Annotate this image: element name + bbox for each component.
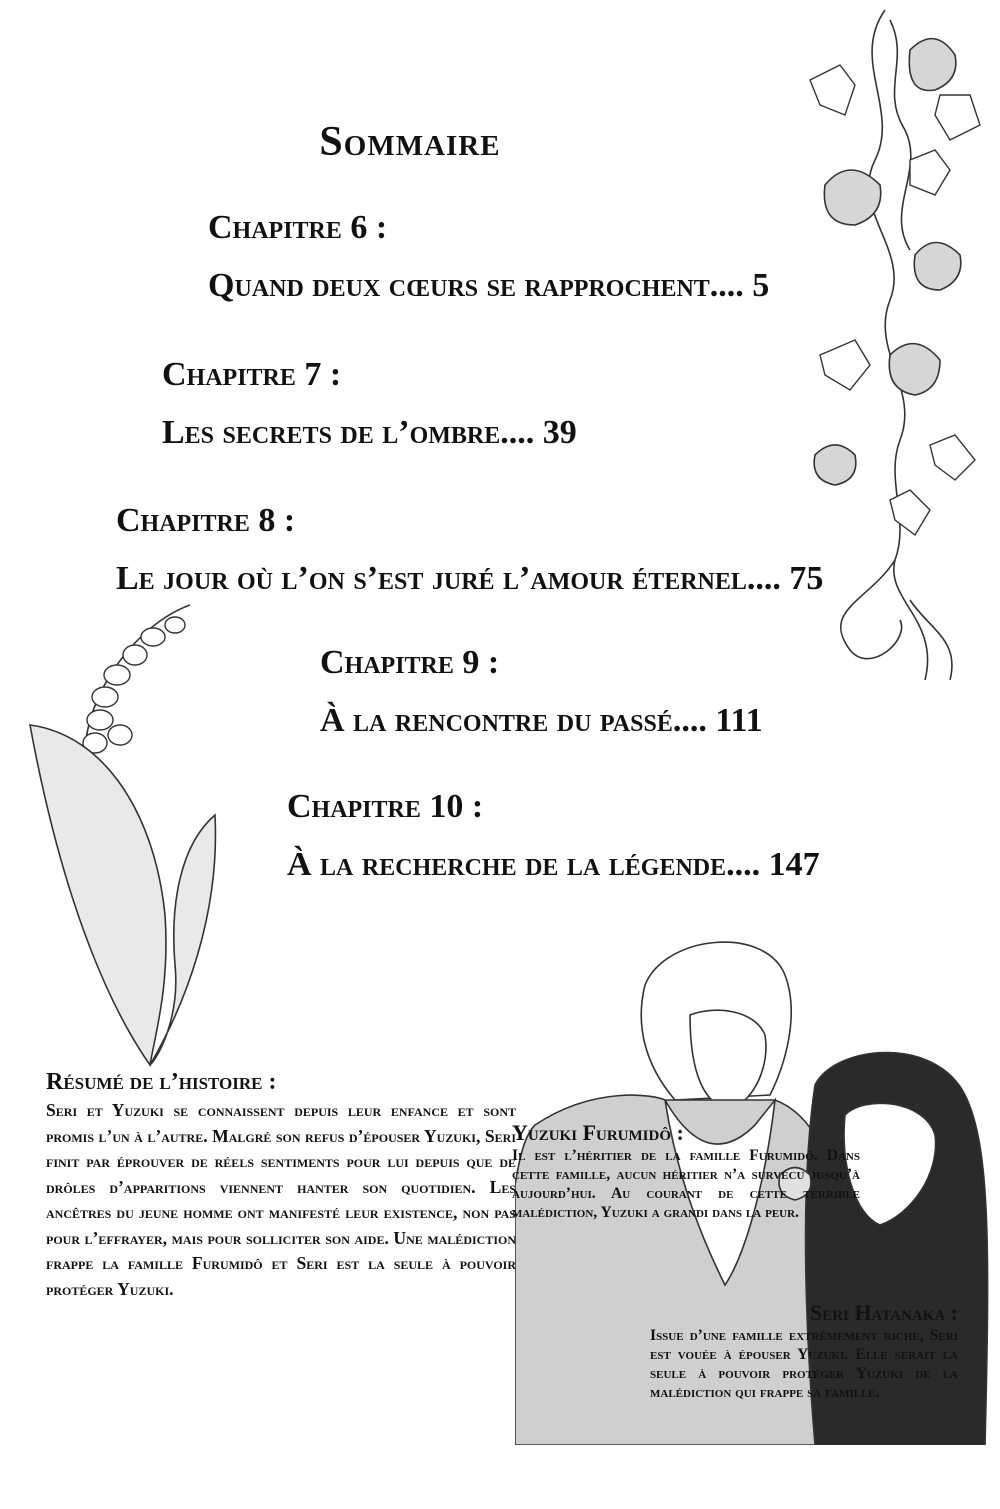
chapter-8 [116, 498, 823, 602]
chapter-10 [287, 784, 820, 888]
character-description: Il est l’héritier de la famille Furumidô. Dans cette famille, aucun héritier n’a survécu jusqu’à aujourd’hui. Au courant de cette terrible malédiction, Yuzuki a grandi dans la peur. [512, 1147, 860, 1221]
chapter-label: Chapitre 10 : [287, 788, 484, 825]
character-description: Issue d’une famille extrêmement riche, Seri est vouée à épouser Yuzuki. Elle serait la seule à pouvoir protéger Yuzuki de la malédiction qui frappe sa famille. [650, 1327, 958, 1401]
chapter-title: À la rencontre du passé.... 111 [320, 702, 763, 739]
chapter-7 [162, 352, 577, 456]
flower-3 [914, 243, 961, 291]
chapter-label: Chapitre 6 : [208, 209, 388, 246]
chapter-label: Chapitre 9 : [320, 644, 500, 681]
summary-text: Seri et Yuzuki se connaissent depuis leur enfance et sont promis l’un à l’autre. Malgré son refus d’épouser Yuzuki, Seri finit par éprouver de réels sentiments pour lui depuis que de drôles d’apparitions viennent hanter son quotidien. Les ancêtres du jeune homme ont manifesté leur existence, non pas pour l’effrayer, mais pour solliciter son aide. Une malédiction frappe la famille Furumidô et Seri est la seule à pouvoir protéger Yuzuki. [46, 1100, 516, 1299]
chapter-title: Le jour où l’on s’est juré l’amour éternel.... 75 [116, 560, 824, 597]
chapter-9 [320, 640, 763, 744]
flower-4 [889, 344, 940, 395]
flower-1 [909, 39, 956, 91]
chapter-title: À la recherche de la légende.... 147 [287, 846, 820, 883]
flower-5 [814, 445, 856, 485]
chapter-title: Les secrets de l’ombre.... 39 [162, 414, 577, 451]
chapter-title: Quand deux cœurs se rapprochent.... 5 [208, 267, 770, 304]
lily-of-the-valley-illustration [25, 585, 225, 1070]
character-yuzuki [512, 1120, 860, 1222]
flower-2 [824, 170, 880, 225]
story-summary [46, 1068, 516, 1302]
character-seri [650, 1300, 958, 1402]
character-name: Yuzuki Furumidô : [512, 1120, 684, 1145]
chapter-label: Chapitre 7 : [162, 356, 342, 393]
summary-heading: Résumé de l’histoire : [46, 1069, 277, 1095]
chapter-6 [208, 205, 769, 309]
page-title: Sommaire [319, 119, 501, 165]
chapter-label: Chapitre 8 : [116, 502, 296, 539]
character-name: Seri Hatanaka : [810, 1300, 958, 1325]
lily-leaf-left [30, 725, 166, 1065]
